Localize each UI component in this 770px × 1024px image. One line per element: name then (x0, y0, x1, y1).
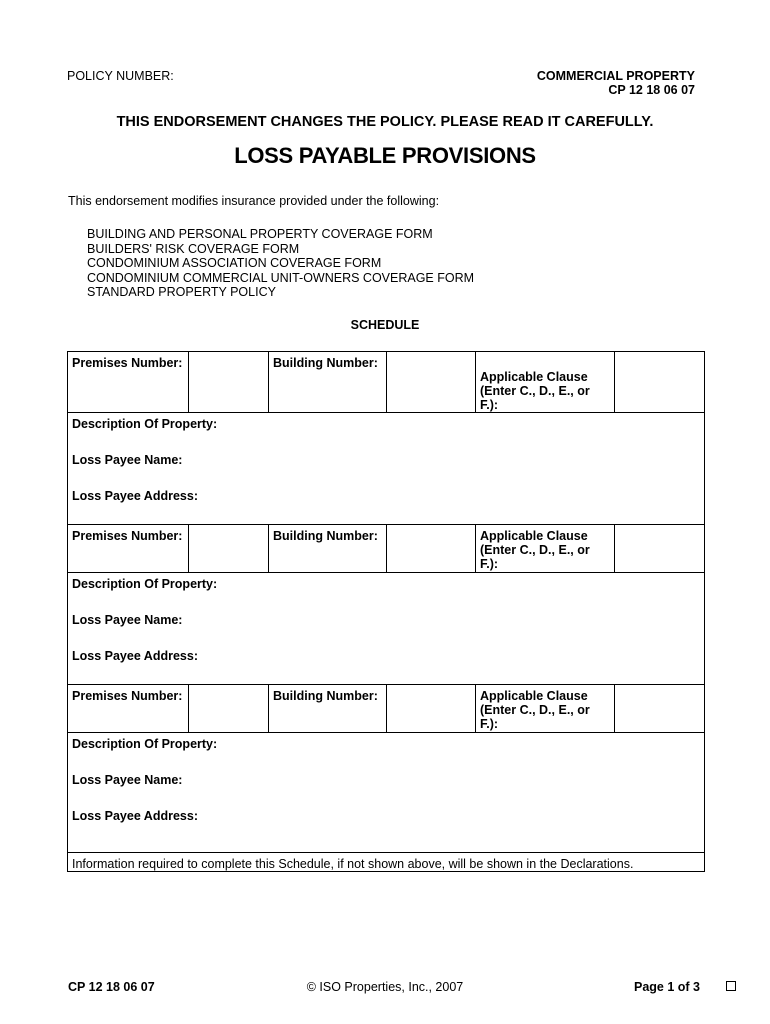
page-title: LOSS PAYABLE PROVISIONS (234, 143, 536, 168)
building-number-label: Building Number: (269, 525, 387, 573)
property-details-field[interactable] (68, 573, 705, 685)
loss-payee-name-label: Loss Payee Name: (72, 613, 183, 627)
premises-number-label: Premises Number: (68, 525, 189, 573)
applicable-clause-field[interactable] (615, 525, 705, 573)
description-of-property-label: Description Of Property: (72, 737, 218, 751)
applicable-clause-label: Applicable Clause (Enter C., D., E., or F.): (476, 352, 615, 413)
schedule-entry-header-row (68, 352, 705, 413)
property-details-field[interactable] (68, 413, 705, 525)
schedule-note-row (68, 853, 705, 872)
schedule-entry-details-row (68, 573, 705, 685)
schedule-heading: SCHEDULE (350, 318, 420, 332)
building-number-field[interactable] (387, 352, 476, 413)
footer-form-number: CP 12 18 06 07 (68, 980, 155, 994)
schedule-note: Information required to complete this Schedule, if not shown above, will be shown in the Declarations. (68, 853, 705, 872)
footer-page-number: Page 1 of 3 (634, 980, 700, 994)
header-form-number: CP 12 18 06 07 (608, 83, 695, 97)
footer-copyright: © ISO Properties, Inc., 2007 (306, 980, 464, 994)
coverage-form-item: BUILDERS' RISK COVERAGE FORM (87, 241, 300, 256)
line-of-business: COMMERCIAL PROPERTY (536, 69, 695, 83)
property-details-field[interactable] (68, 733, 705, 853)
endorsement-notice: THIS ENDORSEMENT CHANGES THE POLICY. PLEASE READ IT CAREFULLY. (116, 114, 654, 130)
premises-number-label: Premises Number: (68, 352, 189, 413)
building-number-field[interactable] (387, 685, 476, 733)
building-number-label: Building Number: (269, 685, 387, 733)
applicable-clause-label: Applicable Clause (Enter C., D., E., or F.): (476, 525, 615, 573)
header-form-info (537, 69, 695, 97)
intro-text: This endorsement modifies insurance provided under the following: (68, 194, 440, 208)
premises-number-field[interactable] (189, 685, 269, 733)
schedule-entry-details-row (68, 413, 705, 525)
loss-payee-address-label: Loss Payee Address: (72, 489, 198, 503)
loss-payee-address-label: Loss Payee Address: (72, 649, 198, 663)
building-number-label: Building Number: (269, 352, 387, 413)
premises-number-label: Premises Number: (68, 685, 189, 733)
schedule-entry-header-row (68, 685, 705, 733)
coverage-form-item: BUILDING AND PERSONAL PROPERTY COVERAGE FORM (87, 227, 433, 241)
building-number-field[interactable] (387, 525, 476, 573)
description-of-property-label: Description Of Property: (72, 417, 218, 431)
applicable-clause-field[interactable] (615, 685, 705, 733)
coverage-form-item: CONDOMINIUM ASSOCIATION COVERAGE FORM (87, 256, 382, 270)
coverage-form-item: STANDARD PROPERTY POLICY (87, 285, 276, 299)
loss-payee-name-label: Loss Payee Name: (72, 453, 183, 467)
description-of-property-label: Description Of Property: (72, 577, 218, 591)
schedule-entry-details-row (68, 733, 705, 853)
loss-payee-name-label: Loss Payee Name: (72, 773, 183, 787)
premises-number-field[interactable] (189, 352, 269, 413)
premises-number-field[interactable] (189, 525, 269, 573)
loss-payee-address-label: Loss Payee Address: (72, 809, 198, 823)
coverage-forms-list (87, 227, 474, 300)
schedule-table (67, 351, 705, 872)
applicable-clause-label: Applicable Clause (Enter C., D., E., or F.): (476, 685, 615, 733)
applicable-clause-field[interactable] (615, 352, 705, 413)
policy-number-label: POLICY NUMBER: (67, 69, 174, 83)
square-outline-icon (726, 981, 736, 991)
coverage-form-item: CONDOMINIUM COMMERCIAL UNIT-OWNERS COVERAGE FORM (87, 270, 475, 285)
schedule-entry-header-row (68, 525, 705, 573)
